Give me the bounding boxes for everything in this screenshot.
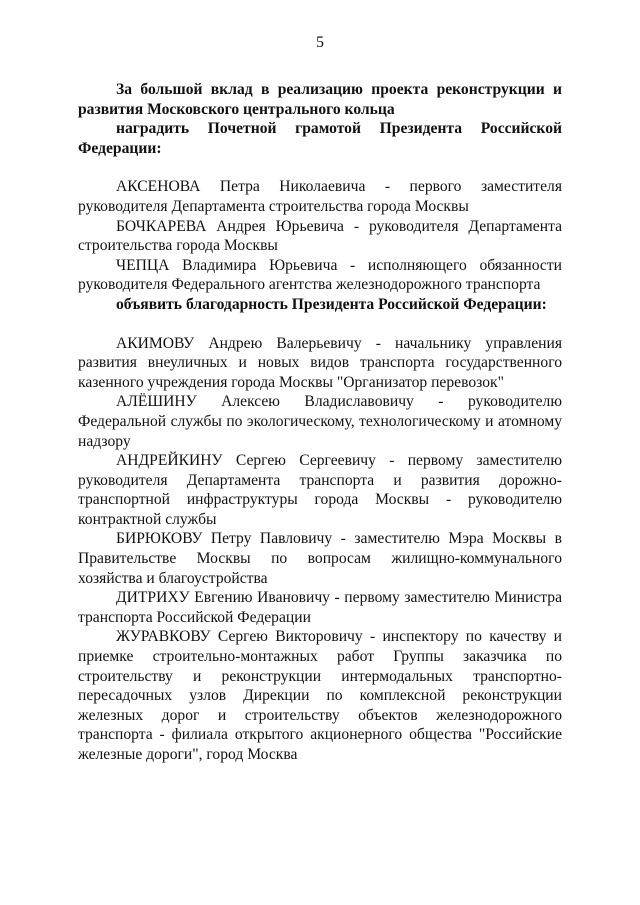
thanks-entry-zhuravkov: ЖУРАВКОВУ Сергею Викторовичу - инспектору по качеству и приемке строительно-монтажных работ Группы заказчика по строительству и реконструкции интермодальных транспортно-пересадочных узлов Дирекции по комплексной реконструкции железных дорог и строительству объектов железнодорожного транспорта - филиала открытого акционерного общества "Российские железные дороги", город Москва <box>78 628 562 763</box>
award-section-title: наградить Почетной грамотой Президента Российской Федерации: <box>78 120 562 157</box>
award-entry-bochkarev: БОЧКАРЕВА Андрея Юрьевича - руководителя Департамента строительства города Москвы <box>78 217 562 255</box>
award-entry-chepets: ЧЕПЦА Владимира Юрьевича - исполняющего обязанности руководителя Федерального агентства железнодорожного транспорта <box>78 256 562 294</box>
thanks-entry-andreykin: АНДРЕЙКИНУ Сергею Сергеевичу - первому заместителю руководителя Департамента транспорта и развития дорожно-транспортной инфраструктуры города Москвы - руководителю контрактной службы <box>78 452 562 528</box>
document-body <box>78 80 562 765</box>
thanks-list <box>78 334 562 765</box>
page-number: 5 <box>316 34 324 51</box>
thanks-entry-biryukov: БИРЮКОВУ Петру Павловичу - заместителю Мэра Москвы в Правительстве Москвы по вопросам жилищно-коммунального хозяйства и благоустройства <box>78 530 562 587</box>
award-entry-aksenov: АКСЕНОВА Петра Николаевича - первого заместителя руководителя Департамента строительства города Москвы <box>78 178 562 215</box>
thanks-entry-ditrikh: ДИТРИХУ Евгению Ивановичу - первому заместителю Министра транспорта Российской Федерации <box>78 589 562 626</box>
award-list <box>78 177 562 295</box>
document-heading: За большой вклад в реализацию проекта реконструкции и развития Московского центрального кольца <box>78 81 562 118</box>
thanks-entry-aleshin: АЛЁШИНУ Алексею Владиславовичу - руководителю Федеральной службы по экологическому, технологическому и атомному надзору <box>78 393 562 450</box>
thanks-entry-akimov: АКИМОВУ Андрею Валерьевичу - начальнику управления развития внеуличных и новых видов транспорта государственного казенного учреждения города Москвы "Организатор перевозок" <box>78 334 562 391</box>
thanks-section-title: объявить благодарность Президента Российской Федерации: <box>116 295 547 313</box>
